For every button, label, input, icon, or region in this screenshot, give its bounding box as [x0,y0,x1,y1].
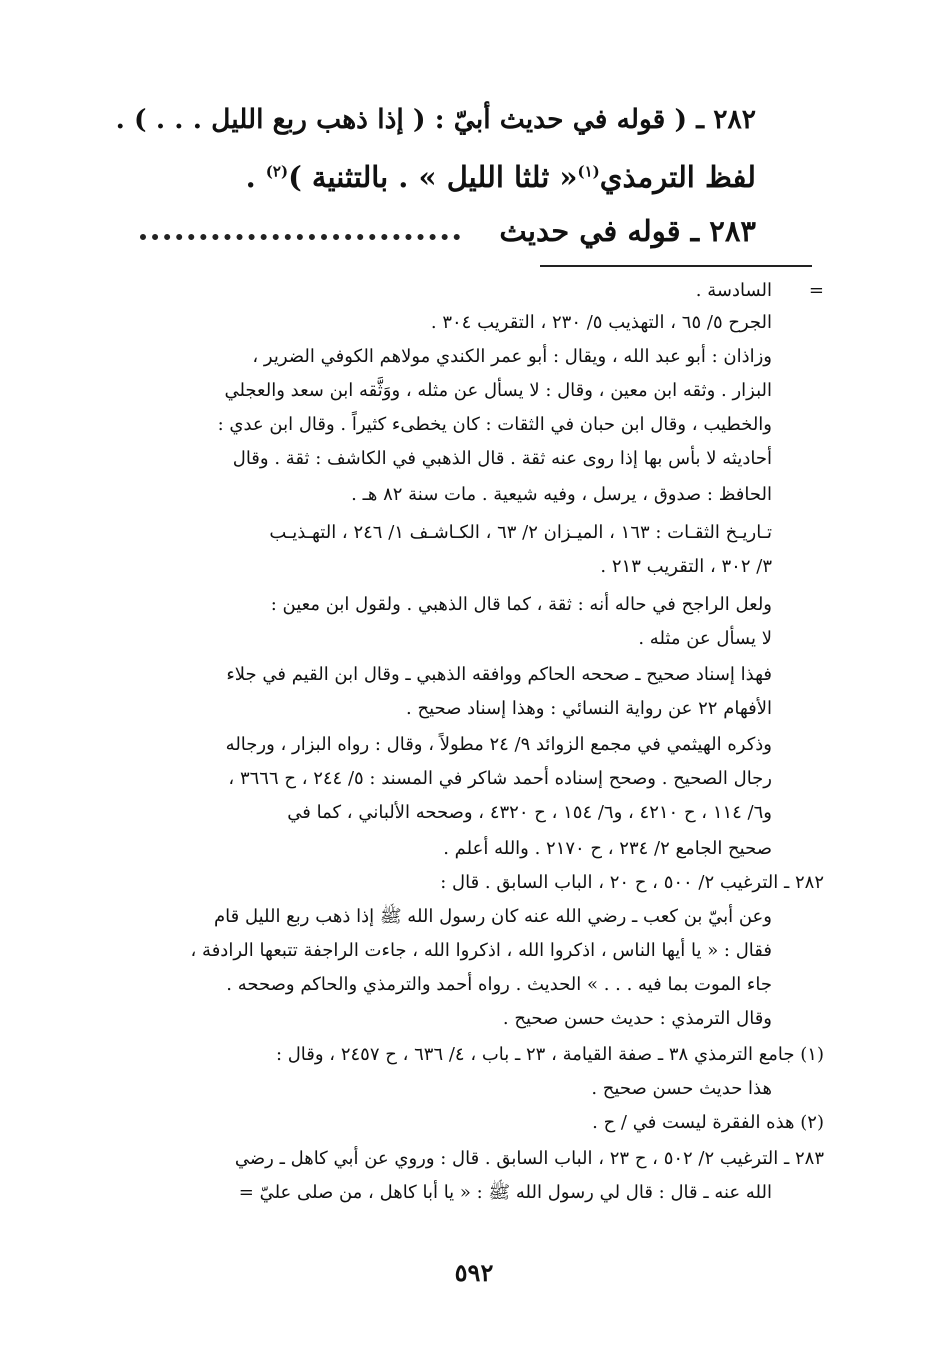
footnote-line: وعن أبيّ بن كعب ـ رضي الله عنه كان رسول الله ﷺ إذا ذهب ربع الليل قام [214,906,772,927]
footnote-line: ولعل الراجح في حاله أنه : ثقة ، كما قال الذهبي . ولقول ابن معين : [270,594,772,615]
footnote-line: لا يسأل عن مثله . [638,628,772,649]
ellipsis-dots [140,224,460,240]
footnote-line: ٢٨٣ ـ الترغيب ٢/ ٥٠٢ ، ح ٢٣ ، الباب السابق . قال : وروي عن أبي كاهل ـ رضي [234,1148,824,1169]
footnote-line: والخطيب ، وقال ابن حبان في الثقات : كان يخطىء كثيراً . وقال ابن عدي : [217,414,772,435]
footnote-line: فهذا إسناد صحيح ـ صححه الحاكم ووافقه الذهبي ـ وقال ابن القيم في جلاء [226,664,772,685]
footnote-line: (٢) هذه الفقرة ليست في / ح . [592,1112,824,1133]
footnote-line: ٢٨٢ ـ الترغيب ٢/ ٥٠٠ ، ح ٢٠ ، الباب السابق . قال : [440,872,824,893]
entry-282-heading: ٢٨٢ ـ ( قوله في حديث أبيّ : ( إذا ذهب ربع الليل . . . ) . [115,104,756,135]
footnote-line: رجال الصحيح . وصحح إسناده أحمد شاكر في المسند : ٥/ ٢٤٤ ، ح ٣٦٦٦ ، [228,768,772,789]
footnote-line: هذا حديث حسن صحيح . [591,1078,772,1099]
footnote-line: وذكره الهيثمي في مجمع الزوائد ٩/ ٢٤ مطولاً ، وقال : رواه البزار ، ورجاله [225,734,772,755]
footnote-line: الله عنه ـ قال : قال لي رسول الله ﷺ : « يا أبا كاهل ، من صلى عليّ = [238,1182,772,1203]
footnote-line: فقال : « يا أيها الناس ، اذكروا الله ، اذكروا الله ، جاءت الراجفة تتبعها الرادفة ، [190,940,772,961]
footnote-line: وزاذان : أبو عبد الله ، ويقال : أبو عمر الكندي مولاهم الكوفي الضرير ، [252,346,772,367]
page-number: ٥٩٢ [454,1258,494,1287]
footnote-line: البزار . وثقه ابن معين ، وقال : لا يسأل عن مثله ، ووَثَّقه ابن سعد والعجلي [224,380,772,401]
footnote-line: ٣/ ٣٠٢ ، التقريب ٢١٣ . [600,556,772,577]
entry-283-heading: ٢٨٣ ـ قوله في حديث [499,214,756,248]
footnote-ref-1: (١) [577,162,600,181]
footnote-line: (١) جامع الترمذي ٣٨ ـ صفة القيامة ، ٢٣ ـ باب ، ٤/ ٦٣٦ ، ح ٢٤٥٧ ، وقال : [275,1044,824,1065]
footnote-line: السادسة . [695,280,772,301]
continuation-mark: = [808,280,824,301]
footnote-line: تـاريـخ الثقـات : ١٦٣ ، الميـزان ٢/ ٦٣ ، الكـاشـف ١/ ٢٤٦ ، التهـذيـب [269,522,772,543]
footnote-separator [540,265,812,267]
footnote-line: وقال الترمذي : حديث حسن صحيح . [502,1008,772,1029]
footnote-line: جاء الموت بما فيه . . . » الحديث . رواه أحمد والترمذي والحاكم وصححه . [226,974,772,995]
footnote-ref-2: (٢) [265,162,289,181]
footnote-line: صحيح الجامع ٢/ ٢٣٤ ، ح ٢١٧٠ . والله أعلم . [443,838,772,859]
footnote-line: الجرح ٥/ ٦٥ ، التهذيب ٥/ ٢٣٠ ، التقريب ٣٠٤ . [430,312,772,333]
footnote-line: الحافظ : صدوق ، يرسل ، وفيه شيعية . مات سنة ٨٢ هـ . [351,484,772,505]
footnote-line: و٦/ ١١٤ ، ح ٤٢١٠ ، و٦/ ١٥٤ ، ح ٤٣٢٠ ، وصححه الألباني ، كما في [287,802,772,823]
footnote-line: أحاديثه لا بأس بها إذا روى عنه ثقة . قال الذهبي في الكاشف : ثقة . وقال [232,448,772,469]
footnote-line: الأفهام ٢٢ عن رواية النسائي : وهذا إسناد صحيح . [406,698,772,719]
entry-282-text: لفظ الترمذي$^{(١)}$« ثلثا الليل » . بالتثنية )$^{(٢)}$ . [245,160,756,194]
